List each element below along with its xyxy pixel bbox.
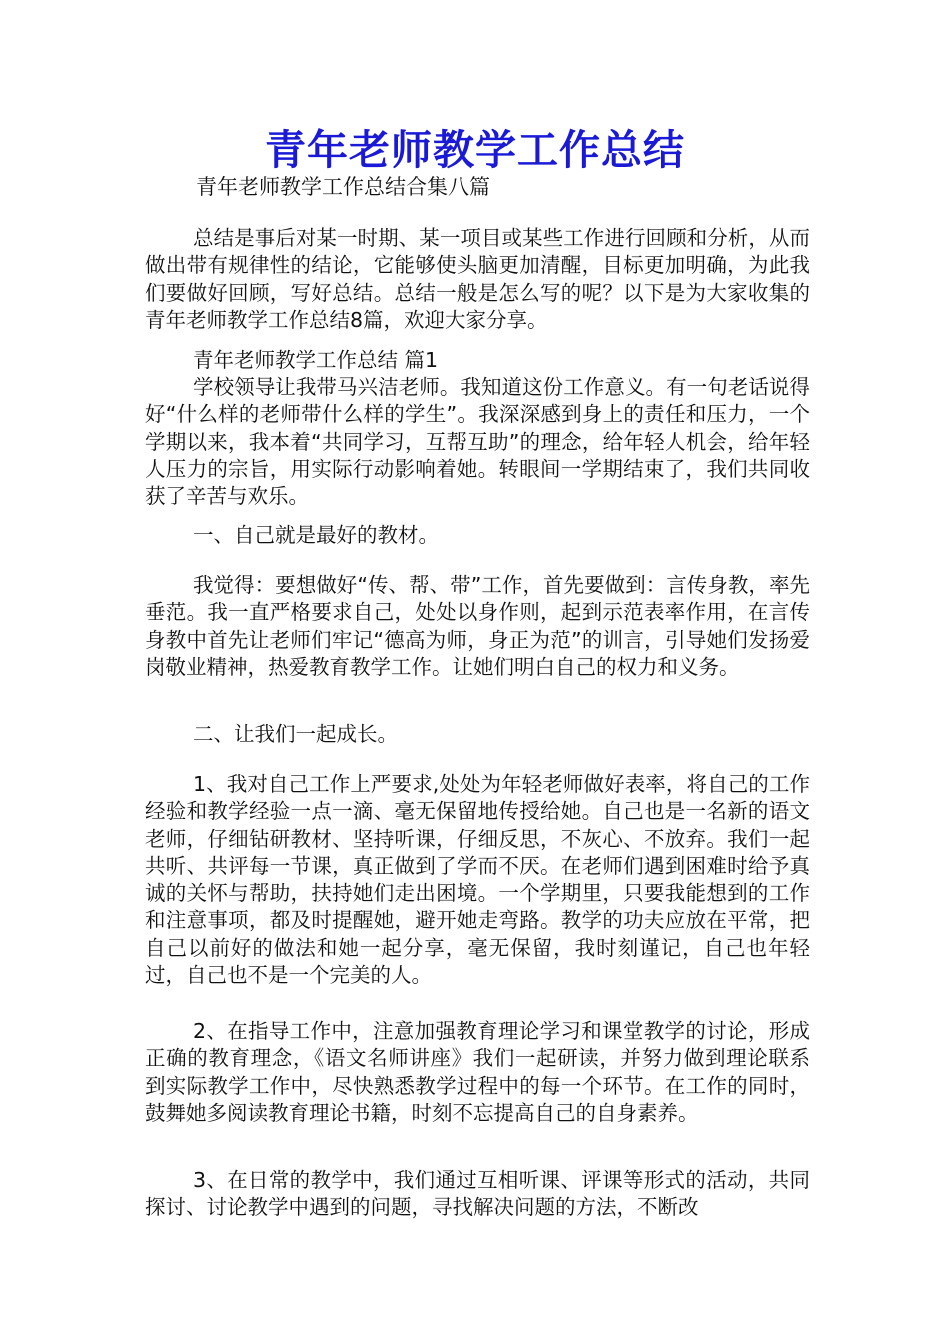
- document-title: 青年老师教学工作总结: [265, 126, 685, 174]
- paragraph-one: 我觉得：要想做好“传、帮、带”工作，首先要做到：言传身教，率先垂范。我一直严格要求自己，处处以身作则，起到示范表率作用，在言传身教中首先让老师们牢记“德高为师，身正为范”的训言，引导她们发扬爱岗敬业精神，热爱教育教学工作。让她们明白自己的权力和义务。: [145, 573, 810, 679]
- heading-two: 二、让我们一起成长。: [193, 722, 398, 746]
- document-subtitle: 青年老师教学工作总结合集八篇: [196, 175, 490, 199]
- section-intro-paragraph: 学校领导让我带马兴洁老师。我知道这份工作意义。有一句老话说得好“什么样的老师带什么样的学生”。我深深感到身上的责任和压力，一个学期以来，我本着“共同学习，互帮互助”的理念，给年轻人机会，给年轻人压力的宗旨，用实际行动影响着她。转眼间一学期结束了，我们共同收获了辛苦与欢乐。: [145, 375, 810, 509]
- paragraph-four: 3、在日常的教学中，我们通过互相听课、评课等形式的活动，共同探讨、讨论教学中遇到的问题，寻找解决问题的方法，不断改: [145, 1168, 810, 1220]
- paragraph-three: 2、在指导工作中，注意加强教育理论学习和课堂教学的讨论，形成正确的教育理念，《语文名师讲座》我们一起研读，并努力做到理论联系到实际教学工作中，尽快熟悉教学过程中的每一个环节。在工作的同时，鼓舞她多阅读教育理论书籍，时刻不忘提高自己的自身素养。: [145, 1019, 810, 1125]
- heading-one: 一、自己就是最好的教材。: [193, 523, 439, 547]
- section-title: 青年老师教学工作总结 篇1: [193, 348, 439, 372]
- intro-paragraph: 总结是事后对某一时期、某一项目或某些工作进行回顾和分析，从而做出带有规律性的结论，它能够使头脑更加清醒，目标更加明确，为此我们要做好回顾，写好总结。总结一般是怎么写的呢？以下是为大家收集的青年老师教学工作总结8篇，欢迎大家分享。: [145, 226, 810, 332]
- paragraph-two: 1、我对自己工作上严要求,处处为年轻老师做好表率，将自己的工作经验和教学经验一点一滴、毫无保留地传授给她。自己也是一名新的语文老师，仔细钻研教材、坚持听课，仔细反思，不灰心、不放弃。我们一起共听、共评每一节课，真正做到了学而不厌。在老师们遇到困难时给予真诚的关怀与帮助，扶持她们走出困境。一个学期里，只要我能想到的工作和注意事项，都及时提醒她，避开她走弯路。教学的功夫应放在平常，把自己以前好的做法和她一起分享，毫无保留，我时刻谨记，自己也年轻过，自己也不是一个完美的人。: [145, 772, 810, 988]
